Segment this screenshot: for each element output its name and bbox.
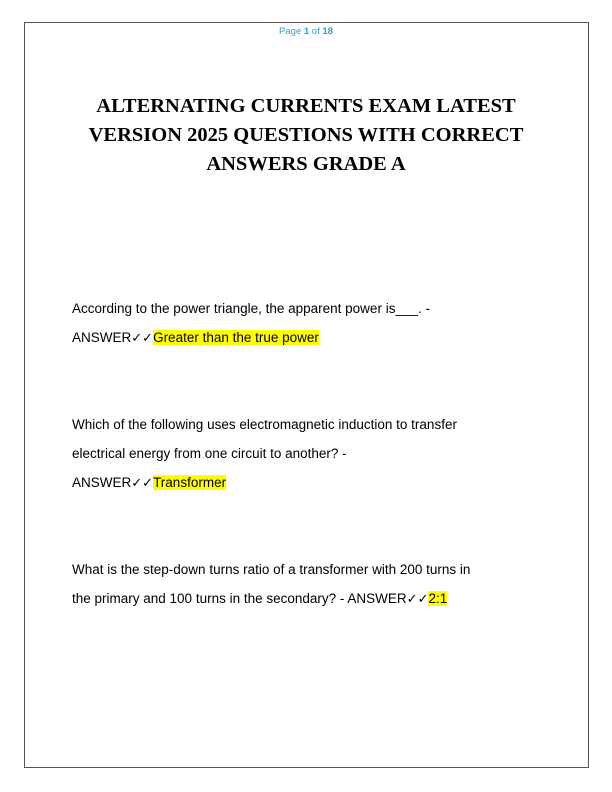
question-text: According to the power triangle, the apparent power is___. - bbox=[72, 301, 430, 316]
question-text: What is the step-down turns ratio of a transformer with 200 turns in bbox=[72, 562, 471, 577]
question-text: Which of the following uses electromagnetic induction to transfer bbox=[72, 417, 457, 432]
answer-line bbox=[72, 323, 542, 353]
document-title: ALTERNATING CURRENTS EXAM LATEST VERSION 2025 QUESTIONS WITH CORRECT ANSWERS GRADE A bbox=[88, 95, 524, 175]
answer-prefix: ANSWER bbox=[72, 330, 132, 345]
answer-prefix: ANSWER bbox=[347, 591, 407, 606]
qa-item-2 bbox=[72, 410, 542, 498]
qa-item-3 bbox=[72, 555, 542, 614]
page-indicator bbox=[0, 26, 612, 37]
answer-highlight: Greater than the true power bbox=[153, 330, 319, 345]
answer-line bbox=[72, 584, 542, 614]
answer-prefix: ANSWER bbox=[72, 475, 132, 490]
page-prefix: Page bbox=[279, 26, 304, 37]
question-text: the primary and 100 turns in the secondary? - bbox=[72, 591, 348, 606]
answer-highlight: Transformer bbox=[153, 475, 227, 490]
double-check-icon: ✓✓ bbox=[131, 476, 154, 491]
total-page-count: 18 bbox=[322, 26, 333, 37]
answer-highlight: 2:1 bbox=[428, 591, 448, 606]
answer-line bbox=[72, 468, 542, 498]
double-check-icon: ✓✓ bbox=[406, 592, 429, 607]
qa-item-1 bbox=[72, 294, 542, 353]
question-text: electrical energy from one circuit to another? - bbox=[72, 446, 347, 461]
page-of-text: of bbox=[309, 26, 323, 37]
current-page-number: 1 bbox=[303, 26, 310, 37]
double-check-icon: ✓✓ bbox=[131, 331, 154, 346]
